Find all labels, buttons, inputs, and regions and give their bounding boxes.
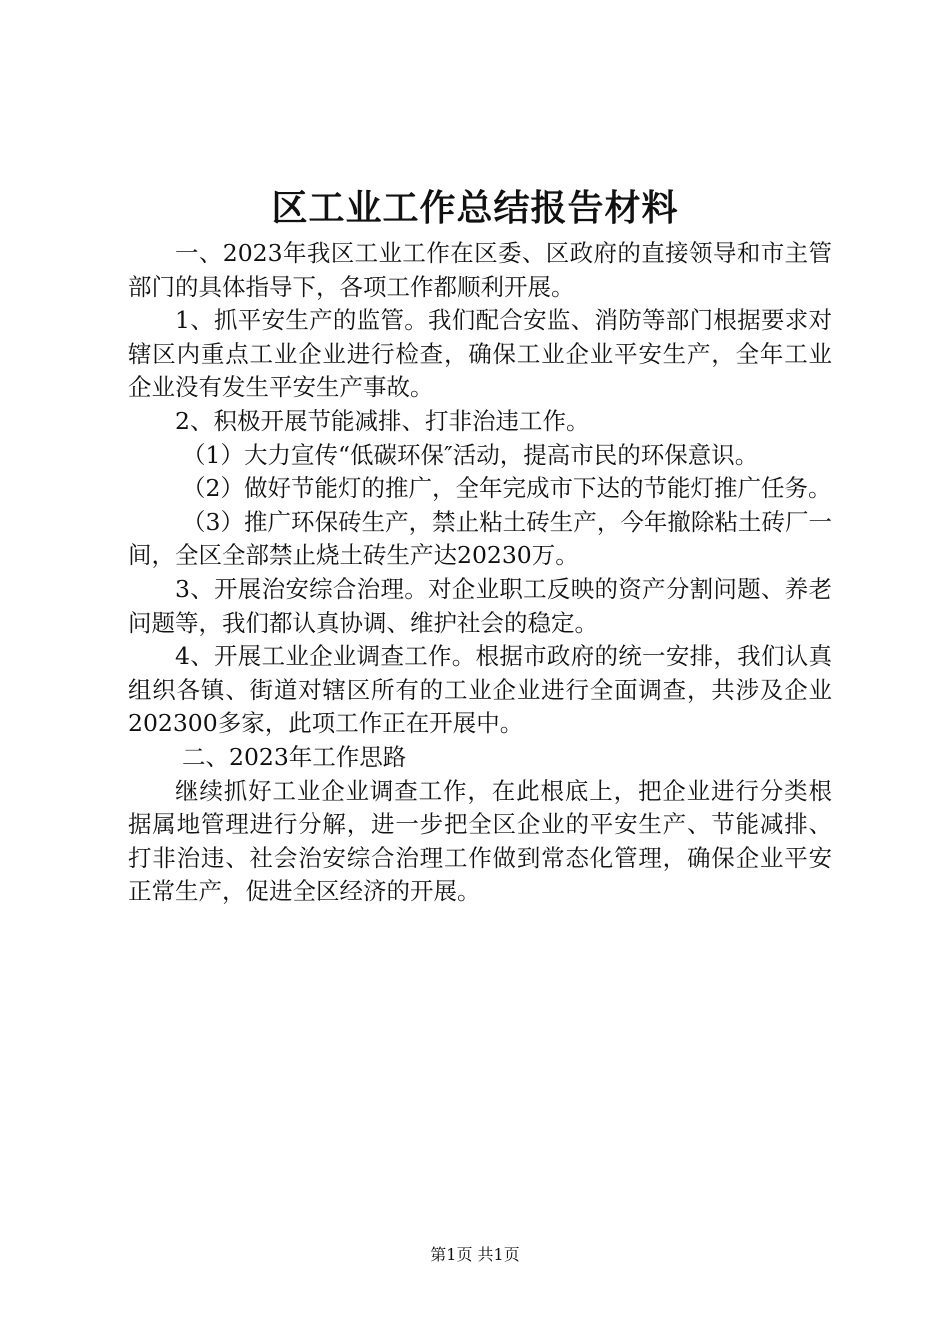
paragraph: （2）做好节能灯的推广，全年完成市下达的节能灯推广任务。	[182, 474, 832, 503]
document-title: 区工业工作总结报告材料	[271, 187, 679, 229]
paragraph: 二、2023年工作思路	[182, 742, 407, 771]
paragraph: 2、积极开展节能减排、打非治违工作。	[175, 406, 590, 435]
paragraph: 3、开展治安综合治理。对企业职工反映的资产分割问题、养老问题等，我们都认真协调、维护社会的稳定。	[128, 574, 832, 637]
page-footer: 第1页 共1页	[430, 1245, 520, 1264]
paragraph: （1）大力宣传“低碳环保″活动，提高市民的环保意识。	[182, 440, 759, 469]
document-body	[128, 237, 832, 909]
paragraph: 1、抓平安生产的监管。我们配合安监、消防等部门根据要求对辖区内重点工业企业进行检查，确保工业企业平安生产，全年工业企业没有发生平安生产事故。	[128, 306, 832, 402]
paragraph: 4、开展工业企业调查工作。根据市政府的统一安排，我们认真组织各镇、街道对辖区所有的工业企业进行全面调查，共涉及企业202300多家，此项工作正在开展中。	[128, 642, 832, 738]
paragraph: （3）推广环保砖生产，禁止粘土砖生产，今年撤除粘土砖厂一间，全区全部禁止烧土砖生产达20230万。	[128, 507, 832, 570]
paragraph: 继续抓好工业企业调查工作，在此根底上，把企业进行分类根据属地管理进行分解，进一步把全区企业的平安生产、节能减排、打非治违、社会治安综合治理工作做到常态化管理，确保企业平安正常生产，促进全区经济的开展。	[128, 776, 832, 906]
paragraph: 一、2023年我区工业工作在区委、区政府的直接领导和市主管部门的具体指导下，各项工作都顺利开展。	[128, 239, 832, 301]
